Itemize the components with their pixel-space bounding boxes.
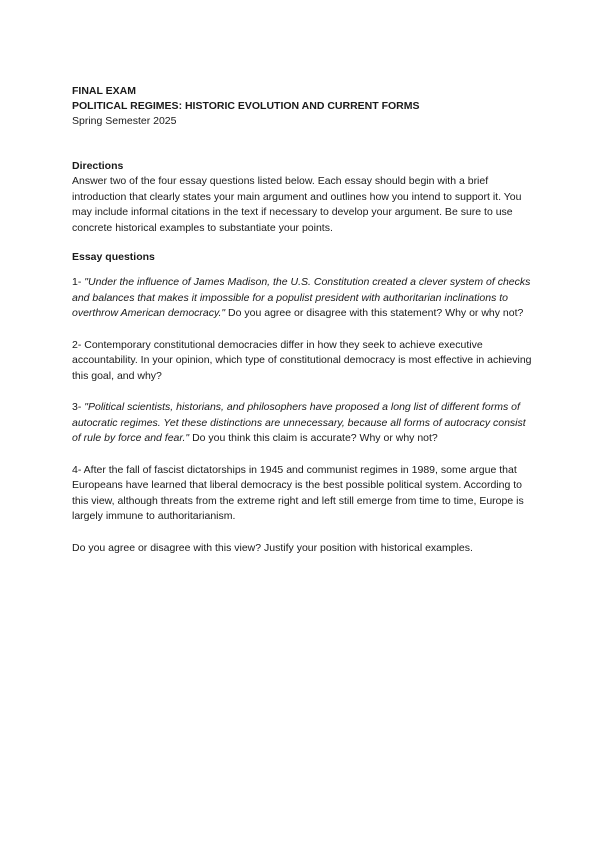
- question-4-followup: Do you agree or disagree with this view? Justify your position with historical examples.: [72, 541, 473, 554]
- exam-label: FINAL EXAM: [72, 85, 136, 97]
- directions-text: Answer two of the four essay questions listed below. Each essay should begin with a brief introduction that clearly states your main argument and outlines how you intend to support it. You may include informal citations in the text if necessary to develop your argument. Be sure to use concrete historical examples to substantiate your points.: [72, 175, 522, 234]
- question-4: [72, 463, 532, 525]
- directions-title: Directions: [72, 160, 124, 172]
- question-3-text: Do you think this claim is accurate? Why or why not?: [189, 432, 438, 444]
- question-4-text: 4- After the fall of fascist dictatorships in 1945 and communist regimes in 1989, some argue that Europeans have learned that liberal democracy is the best possible political system. According to this view, although threats from the extreme right and left still emerge from time to time, Europe is largely immune to authoritarianism.: [72, 463, 524, 522]
- question-2-text: 2- Contemporary constitutional democracies differ in how they seek to achieve executive accountability. In your opinion, which type of constitutional democracy is most effective in achieving this goal, and why?: [72, 338, 532, 382]
- question-1-quote: "Under the influence of James Madison, the U.S. Constitution created a clever system of checks and balances that makes it impossible for a populist president with authoritarian inclinations to overthrow American democracy.": [72, 276, 531, 319]
- semester: Spring Semester 2025: [72, 115, 177, 127]
- question-3-number: 3-: [72, 401, 85, 413]
- question-4-followup-block: [72, 541, 532, 557]
- question-3-quote: "Political scientists, historians, and philosophers have proposed a long list of different forms of autocratic regimes. Yet these distinctions are unnecessary, because all forms of autocracy consist of rule by force and fear.": [72, 401, 526, 444]
- question-1: [72, 275, 532, 322]
- question-1-text: Do you agree or disagree with this statement? Why or why not?: [225, 307, 524, 319]
- question-2: [72, 338, 532, 385]
- exam-page: [72, 84, 532, 572]
- question-3: [72, 400, 532, 447]
- exam-header: [72, 84, 532, 129]
- question-1-number: 1-: [72, 276, 85, 288]
- essay-questions-title: Essay questions: [72, 251, 155, 263]
- directions-section: [72, 159, 532, 236]
- course-title: POLITICAL REGIMES: HISTORIC EVOLUTION AND CURRENT FORMS: [72, 100, 420, 112]
